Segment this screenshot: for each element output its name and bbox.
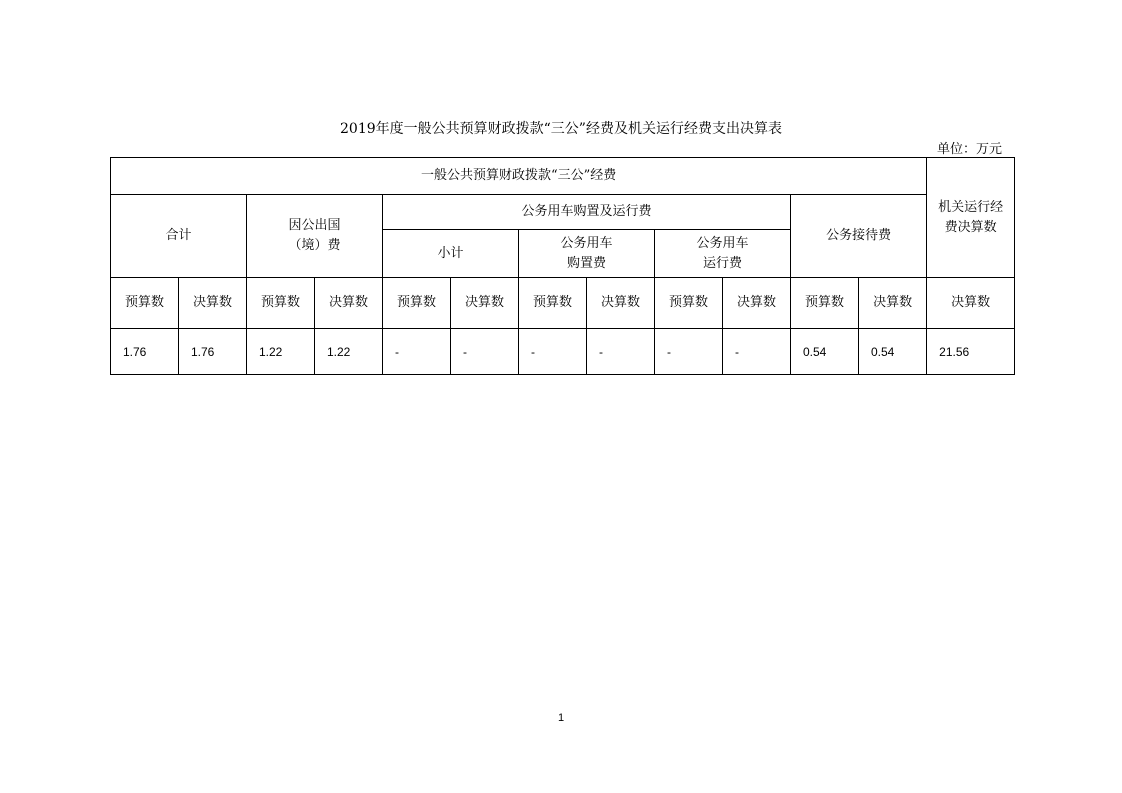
vehicle-purchase-header-text: 公务用车购置费	[560, 235, 613, 271]
total-final-value: 1.76	[179, 329, 247, 375]
vehicle-subtotal-budget-label: 预算数	[383, 278, 451, 329]
abroad-budget-value: 1.22	[247, 329, 315, 375]
vehicle-operation-budget-value: -	[655, 329, 723, 375]
vehicle-header: 公务用车购置及运行费	[383, 195, 791, 230]
vehicle-operation-header-text: 公务用车运行费	[696, 235, 749, 271]
vehicle-subtotal-budget-value: -	[383, 329, 451, 375]
reception-budget-label: 预算数	[791, 278, 859, 329]
total-header: 合计	[111, 195, 247, 278]
abroad-header-text: 因公出国（境）费	[288, 218, 341, 253]
vehicle-purchase-budget-value: -	[519, 329, 587, 375]
reception-header: 公务接待费	[791, 195, 927, 278]
abroad-budget-label: 预算数	[247, 278, 315, 329]
vehicle-operation-header	[655, 230, 791, 278]
vehicle-subtotal-final-value: -	[451, 329, 519, 375]
reception-budget-value: 0.54	[791, 329, 859, 375]
total-budget-value: 1.76	[111, 329, 179, 375]
operation-cost-header-text: 机关运行经费决算数	[938, 199, 1004, 235]
page-number: 1	[557, 712, 565, 724]
unit-label: 单位：万元	[936, 142, 1002, 157]
table-row	[111, 329, 1015, 375]
table-title: 2019年度一般公共预算财政拨款“三公”经费及机关运行经费支出决算表	[340, 121, 782, 137]
abroad-header	[247, 195, 383, 278]
vehicle-operation-final-value: -	[723, 329, 791, 375]
vehicle-purchase-final-label: 决算数	[587, 278, 655, 329]
total-final-label: 决算数	[179, 278, 247, 329]
reception-final-label: 决算数	[859, 278, 927, 329]
vehicle-purchase-budget-label: 预算数	[519, 278, 587, 329]
operation-final-value: 21.56	[927, 329, 1015, 375]
abroad-final-value: 1.22	[315, 329, 383, 375]
operation-final-label: 决算数	[927, 278, 1015, 329]
operation-cost-header	[927, 158, 1015, 278]
vehicle-purchase-final-value: -	[587, 329, 655, 375]
three-public-header: 一般公共预算财政拨款“三公”经费	[111, 158, 927, 195]
budget-table	[110, 157, 1015, 375]
vehicle-operation-final-label: 决算数	[723, 278, 791, 329]
total-budget-label: 预算数	[111, 278, 179, 329]
vehicle-operation-budget-label: 预算数	[655, 278, 723, 329]
vehicle-subtotal-final-label: 决算数	[451, 278, 519, 329]
vehicle-subtotal-header: 小计	[383, 230, 519, 278]
reception-final-value: 0.54	[859, 329, 927, 375]
vehicle-purchase-header	[519, 230, 655, 278]
abroad-final-label: 决算数	[315, 278, 383, 329]
